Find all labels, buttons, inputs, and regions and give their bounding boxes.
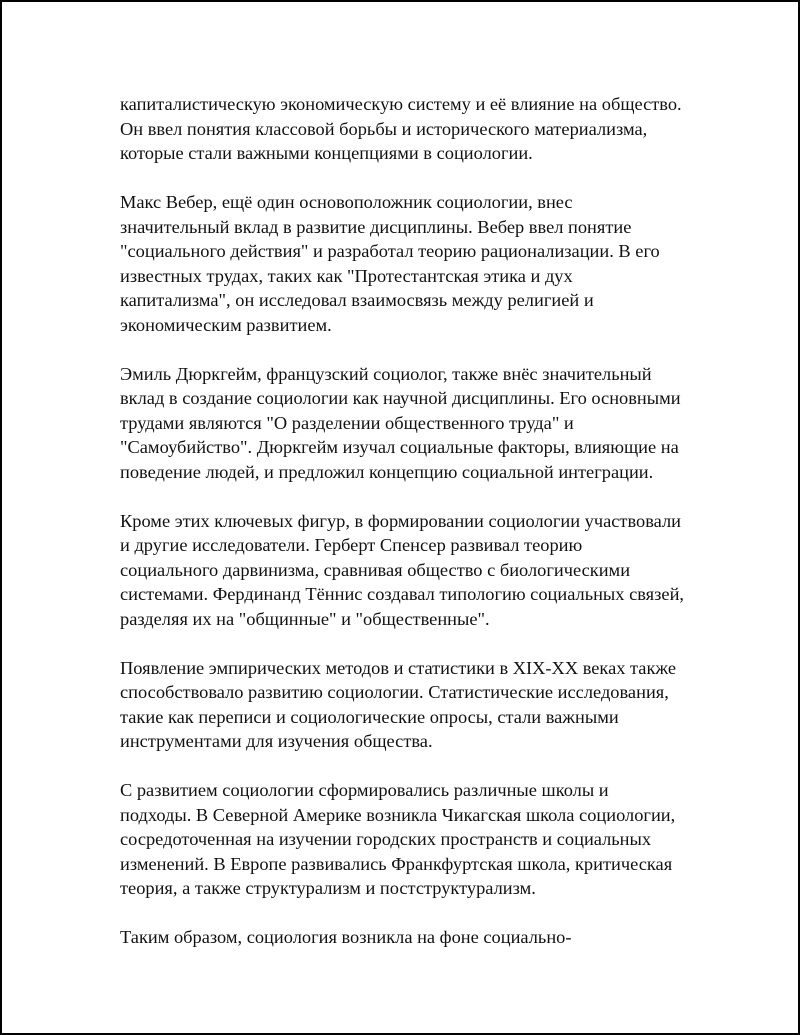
paragraph-marx-conclusion: капиталистическую экономическую систему и её влияние на общество. Он ввел понятия классовой борьбы и исторического материализма, которые стали важными концепциями в социологии. xyxy=(120,94,682,163)
paragraph-other-researchers: Кроме этих ключевых фигур, в формировании социологии участвовали и другие исследователи. Герберт Спенсер развивал теорию социального дарвинизма, сравнивая общество с биологическими системами. Фердинанд Тённис создавал типологию социальных связей, разделяя их на "общинные" и "общественные". xyxy=(120,510,685,629)
paragraph-durkheim: Эмиль Дюркгейм, французский социолог, также внёс значительный вклад в создание социологии как научной дисциплины. Его основными трудами являются "О разделении общественного труда" и "Самоубийство". Дюркгейм изучал социальные факторы, влияющие на поведение людей, и предложил концепцию социальной интеграции. xyxy=(120,363,681,482)
paragraph-empirical-methods: Появление эмпирических методов и статистики в XIX-XX веках также способствовало развитию социологии. Статистические исследования, такие как переписи и социологические опросы, стали важными инструментами для изучения общества. xyxy=(120,657,677,751)
paragraph-weber: Макс Вебер, ещё один основоположник социологии, внес значительный вклад в развитие дисциплины. Вебер ввел понятие "социального действия" и разработал теорию рационализации. В его известных трудах, таких как "Протестантская этика и дух капитализма", он исследовал взаимосвязь между религией и экономическим развитием. xyxy=(120,192,660,335)
document-body xyxy=(120,92,700,974)
paragraph-conclusion-start: Таким образом, социология возникла на фоне социально- xyxy=(120,927,572,947)
paragraph-schools: С развитием социологии сформировались различные школы и подходы. В Северной Америке возникла Чикагская школа социологии, сосредоточенная на изучении городских пространств и социальных изменений. В Европе развивались Франкфуртская школа, критическая теория, а также структурализм и постструктурализм. xyxy=(120,780,676,898)
